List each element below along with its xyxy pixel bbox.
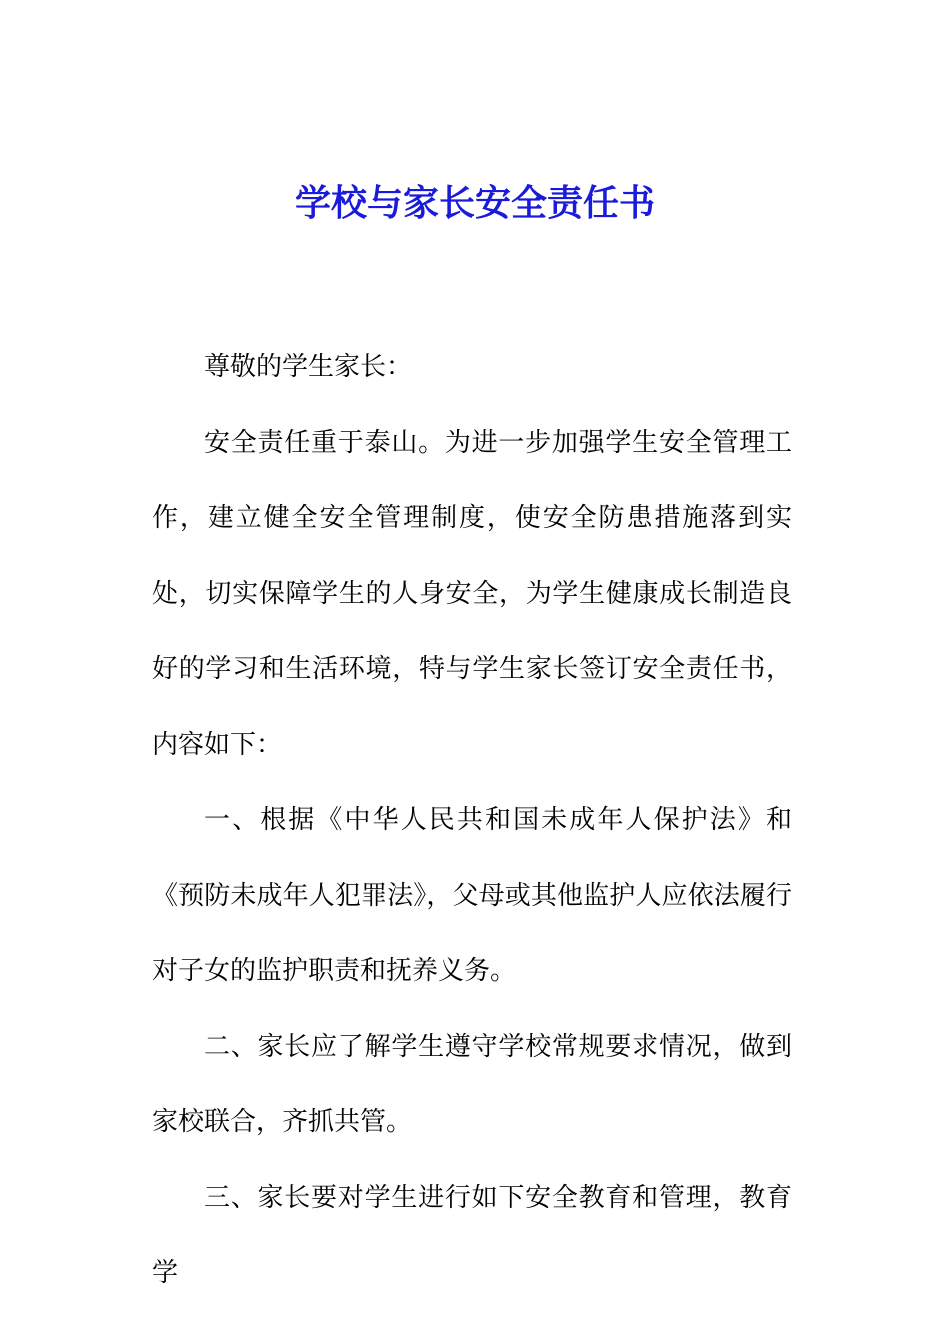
document-title: 学校与家长安全责任书 <box>294 182 655 224</box>
paragraph-item-2: 二、家长应了解学生遵守学校常规要求情况，做到家校联合，齐抓共管。 <box>152 1031 792 1137</box>
paragraph-intro: 安全责任重于泰山。为进一步加强学生安全管理工作，建立健全安全管理制度，使安全防患措施落到实处，切实保障学生的人身安全，为学生健康成长制造良好的学习和生活环境，特与学生家长签订安全责任书，内容如下： <box>152 427 792 760</box>
paragraph-item-1: 一、根据《中华人民共和国未成年人保护法》和《预防未成年人犯罪法》，父母或其他监护人应依法履行对子女的监护职责和抚养义务。 <box>152 805 792 986</box>
salutation: 尊敬的学生家长： <box>204 352 413 382</box>
document-body <box>152 330 792 1312</box>
paragraph-item-3: 三、家长要对学生进行如下安全教育和管理，教育学 <box>152 1182 792 1288</box>
